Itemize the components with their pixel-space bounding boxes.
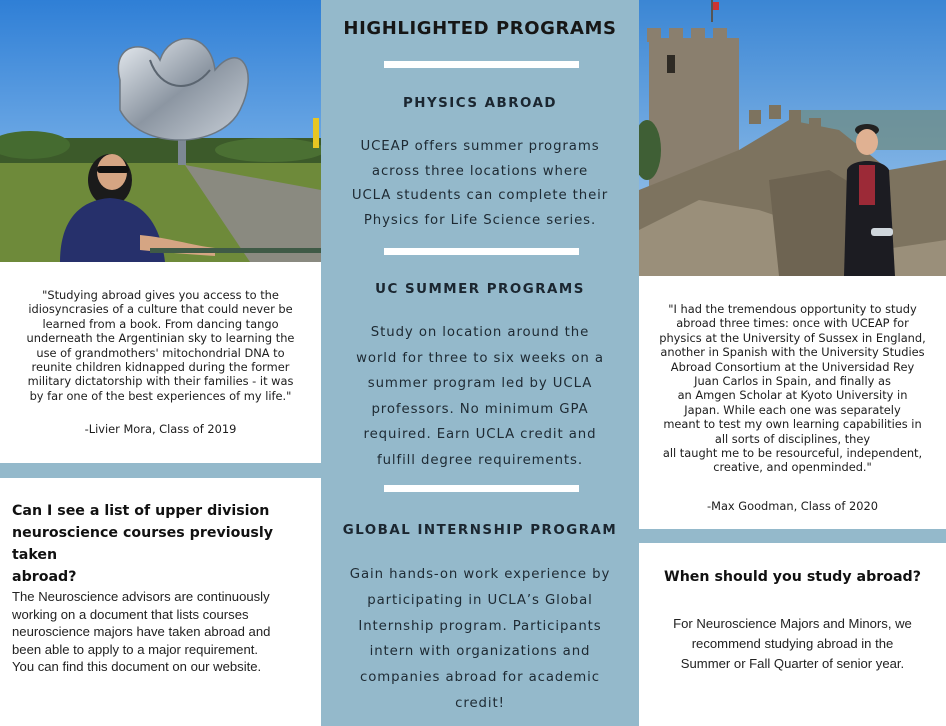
divider-band-right bbox=[639, 529, 946, 543]
quote-attribution-livier: -Livier Mora, Class of 2019 bbox=[84, 422, 237, 436]
quote-attribution-max: -Max Goodman, Class of 2020 bbox=[707, 499, 878, 513]
divider-rule bbox=[384, 61, 579, 68]
divider-rule bbox=[384, 248, 579, 255]
left-panel bbox=[0, 0, 321, 726]
program-heading-summer: UC SUMMER PROGRAMS bbox=[375, 282, 585, 297]
program-heading-physics: PHYSICS ABROAD bbox=[402, 96, 558, 111]
faq-question-when-to-study: When should you study abroad? bbox=[664, 569, 921, 585]
photo-left-illustration bbox=[0, 0, 321, 262]
photo-student-castle bbox=[639, 0, 946, 276]
right-panel bbox=[639, 0, 946, 726]
faq-question-course-list: Can I see a list of upper division neuroscience courses previously taken abroad? bbox=[12, 503, 273, 585]
program-heading-internship: GLOBAL INTERNSHIP PROGRAM bbox=[342, 523, 618, 538]
highlighted-programs-panel bbox=[321, 0, 639, 726]
divider-rule bbox=[384, 485, 579, 492]
student-quote-max: "I had the tremendous opportunity to study abroad three times: once with UCEAP for physics at the University of Sussex in England, another in Spanish with the University Studies Abroad Consortium at the Universidad Rey Juan Carlos in Spain, and finally as an Amgen Scholar at Kyoto University in Japan. While each one was separately meant to test my own learning capabilities in all sorts of disciplines, they all taught me to be resourceful, independent, creative, and openminded." bbox=[659, 302, 926, 475]
program-description-internship: Gain hands-on work experience by participating in UCLA’s Global Internship program. Participants intern with organizations and companies abroad for academic credit! bbox=[349, 567, 611, 711]
panel-title: HIGHLIGHTED PROGRAMS bbox=[343, 18, 617, 39]
student-quote-livier: "Studying abroad gives you access to the idiosyncrasies of a culture that could never be learned from a book. From dancing tango underneath the Argentinian sky to learning the use of grandmothers' mitochondrial DNA to reunite children kidnapped during the former military dictatorship with their families - it was by far one of the best experiences of my life." bbox=[26, 288, 295, 403]
program-description-summer: Study on location around the world for three to six weeks on a summer program led by UCLA professors. No minimum GPA required. Earn UCLA credit and fulfill degree requirements. bbox=[356, 325, 604, 468]
program-description-physics: UCEAP offers summer programs across three locations where UCLA students can complete their Physics for Life Science series. bbox=[351, 139, 609, 228]
divider-band-left bbox=[0, 463, 321, 478]
photo-right-illustration bbox=[639, 0, 946, 276]
faq-answer-when-to-study: For Neuroscience Majors and Minors, we recommend studying abroad in the Summer or Fall Quarter of senior year. bbox=[673, 616, 912, 671]
photo-student-flower-sculpture bbox=[0, 0, 321, 262]
faq-answer-course-list: The Neuroscience advisors are continuously working on a document that lists courses neuroscience majors have taken abroad and been able to apply to a major requirement. You can find this document on our website. bbox=[12, 589, 271, 674]
